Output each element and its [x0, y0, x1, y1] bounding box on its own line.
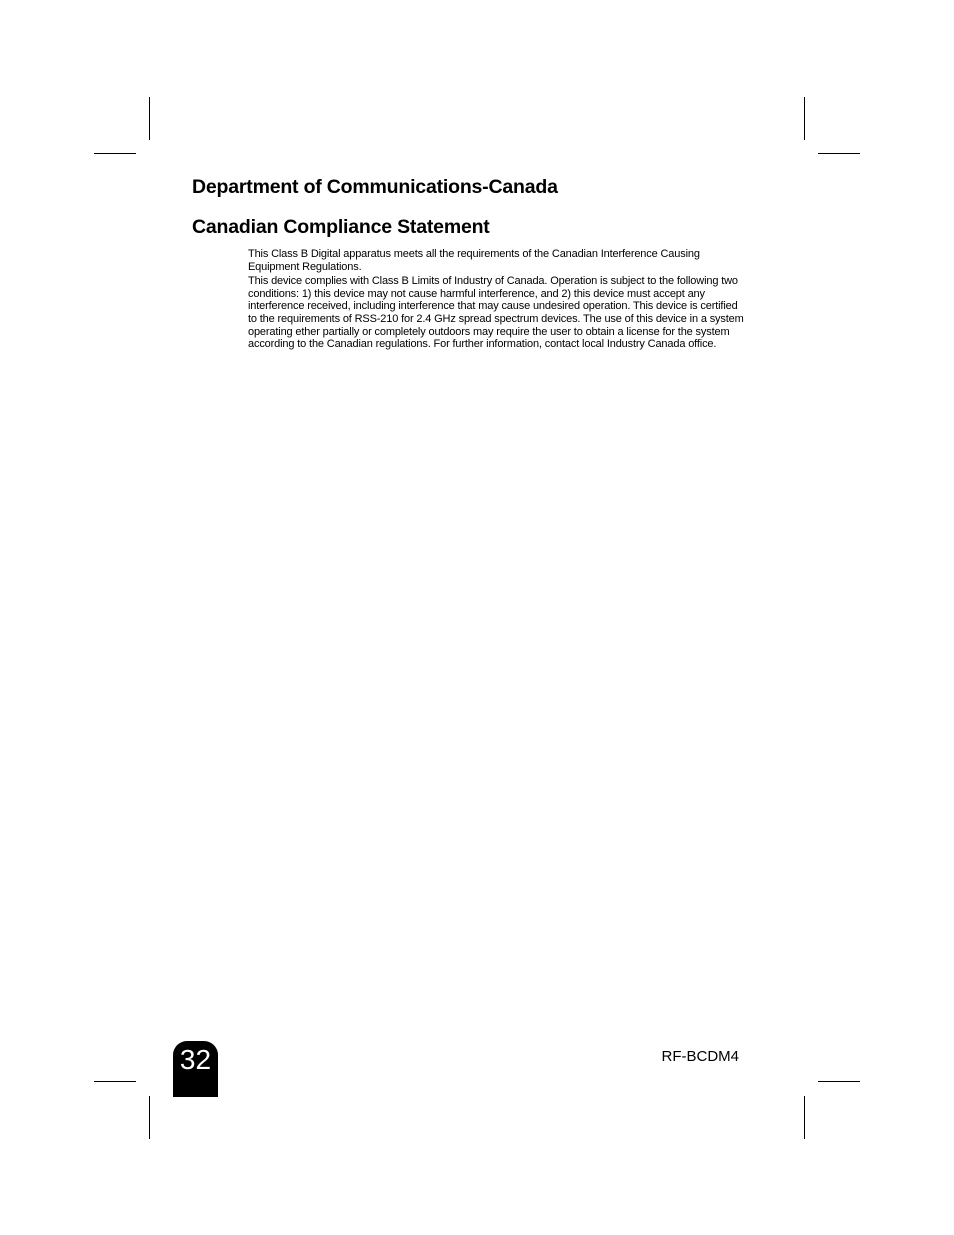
crop-mark-bottom-left-horizontal — [94, 1081, 136, 1082]
section-heading-department: Department of Communications-Canada — [192, 176, 558, 198]
compliance-body — [248, 248, 748, 353]
section-heading-compliance: Canadian Compliance Statement — [192, 216, 490, 238]
paragraph-industry-canada: This device complies with Class B Limits of Industry of Canada. Operation is subject to the following two conditions: 1) this device may not cause harmful interference, and 2) this device must accept any interference received, including interference that may cause undesired operation. This device is certified to the requirements of RSS-210 for 2.4 GHz spread spectrum devices. The use of this device in a system operating ether partially or completely outdoors may require the user to obtain a license for the system according to the Canadian regulations. For further information, contact local Industry Canada office. — [248, 275, 744, 351]
paragraph-class-b: This Class B Digital apparatus meets all the requirements of the Canadian Interference Causing Equipment Regulations. — [248, 248, 700, 273]
model-number: RF-BCDM4 — [661, 1048, 739, 1065]
page-number: 32 — [179, 1044, 212, 1075]
crop-mark-top-right-vertical — [804, 97, 805, 140]
crop-mark-top-right-horizontal — [818, 153, 860, 154]
crop-mark-top-left-vertical — [149, 97, 150, 140]
crop-mark-bottom-right-horizontal — [818, 1081, 860, 1082]
crop-mark-bottom-left-vertical — [149, 1096, 150, 1139]
crop-mark-bottom-right-vertical — [804, 1096, 805, 1139]
page-number-tab — [173, 1041, 218, 1097]
crop-mark-top-left-horizontal — [94, 153, 136, 154]
